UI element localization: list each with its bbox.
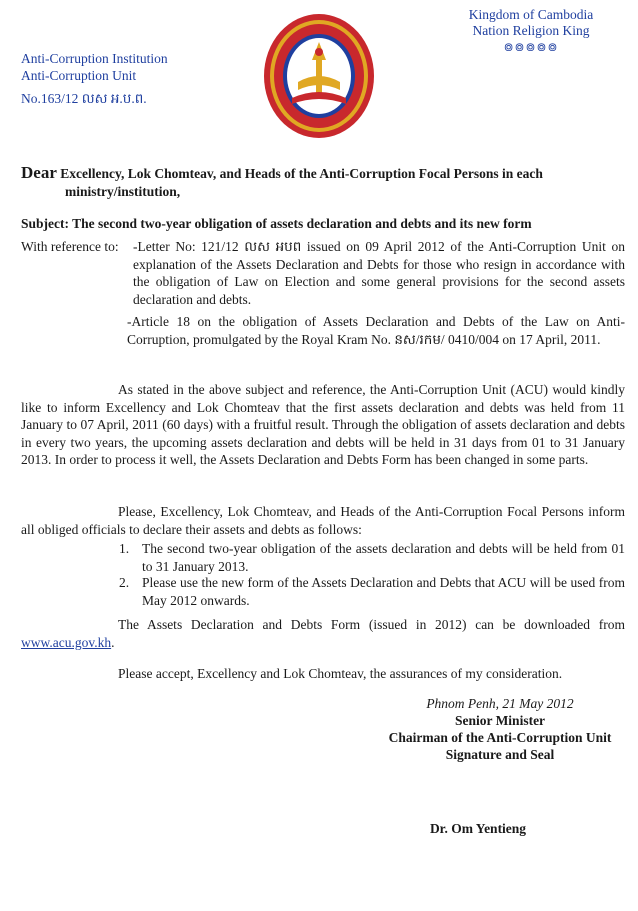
salutation-line-1: Excellency, Lok Chomteav, and Heads of the Anti-Corruption Focal Persons in each (60, 166, 543, 181)
signer-title-3: Signature and Seal (445, 747, 555, 762)
institution-name: Anti-Corruption Institution (21, 51, 168, 66)
list-text: Please use the new form of the Assets Declaration and Debts that ACU will be used from May 2012 onwards. (142, 575, 625, 608)
download-period: . (111, 634, 115, 650)
subject-line: Subject: The second two-year obligation of assets declaration and debts and its new form (21, 216, 532, 231)
body-paragraph-2: Please, Excellency, Lok Chomteav, and Heads of the Anti-Corruption Focal Persons inform all obliged officials to declare their assets and debts as follows: (21, 504, 625, 537)
list-number: 2. (119, 575, 130, 590)
list-text: The second two-year obligation of the assets declaration and debts will be held from 01 to 31 January 2013. (142, 541, 625, 574)
anti-corruption-unit-seal-icon (262, 12, 376, 140)
body-paragraph-3 (21, 616, 625, 651)
download-text: The Assets Declaration and Debts Form (issued in 2012) can be downloaded from (118, 617, 625, 632)
reference-item-2: -Article 18 on the obligation of Assets Declaration and Debts of the Law on Anti-Corruption, promulgated by the Royal Kram No. នស/រកម/ 0410/004 on 17 April, 2011. (127, 314, 625, 347)
letter-number: No.163/12 លស អ.ប.ព. (21, 91, 147, 106)
khmer-ornament: ៙៙៙៙៙ (503, 40, 559, 54)
signer-name: Dr. Om Yentieng (429, 821, 527, 836)
sender-block (21, 50, 168, 107)
unit-name: Anti-Corruption Unit (21, 68, 137, 83)
reference-item-1: -Letter No: 121/12 លស អបព issued on 09 April 2012 of the Anti-Corruption Unit on explanation of the Assets Declaration and Debts for those who resign in accordance with the obligation of Law on Election and some general provisions for the second assets declaration and debts. (133, 239, 625, 307)
body-paragraph-1: As stated in the above subject and reference, the Anti-Corruption Unit (ACU) would kindly like to inform Excellency and Lok Chomteav that the first assets declaration and debts was held from 11 January to 07 April, 2011 (60 days) with a fruitful result. Through the obligation of assets declaration and debts in every two years, the upcoming assets declaration and debts will be held in 31 days from 01 to 31 January 2013. In order to process it well, the Assets Declaration and Debts Form has been changed in some parts. (21, 382, 625, 467)
list-item (119, 574, 625, 609)
kingdom-block (446, 7, 616, 55)
salutation (21, 164, 621, 201)
national-motto: Nation Religion King (472, 23, 590, 38)
closing-paragraph: Please accept, Excellency and Lok Chomteav, the assurances of my consideration. (118, 666, 563, 681)
signature-block (372, 695, 628, 763)
list-item (119, 540, 625, 575)
reference-label: With reference to: (21, 239, 119, 254)
signer-title-2: Chairman of the Anti-Corruption Unit (388, 730, 612, 745)
salutation-line-2: ministry/institution, (65, 184, 181, 199)
place-and-date: Phnom Penh, 21 May 2012 (426, 696, 574, 711)
acu-website-link[interactable]: www.acu.gov.kh (21, 634, 112, 650)
salutation-word: Dear (21, 163, 57, 182)
list-number: 1. (119, 541, 130, 556)
kingdom-title: Kingdom of Cambodia (468, 7, 594, 22)
signer-title-1: Senior Minister (454, 713, 546, 728)
